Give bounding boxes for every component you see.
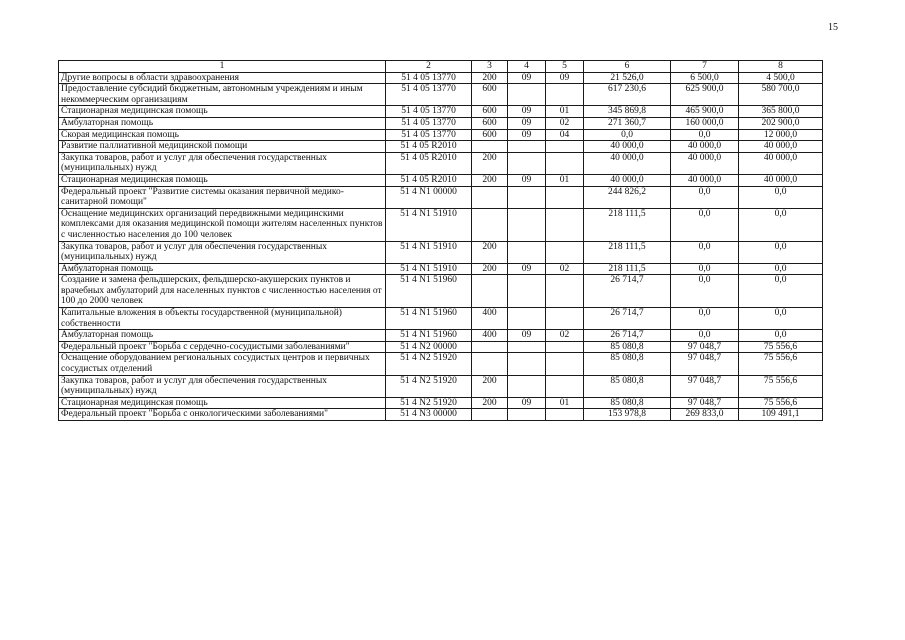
row-rz: 09 [508, 397, 546, 409]
row-value-3: 75 556,6 [739, 397, 823, 409]
row-value-1: 85 080,8 [584, 397, 671, 409]
row-code: 51 4 05 13770 [386, 129, 472, 141]
row-value-2: 0,0 [671, 308, 739, 330]
row-value-2: 269 833,0 [671, 409, 739, 421]
row-code: 51 4 05 13770 [386, 72, 472, 84]
row-value-3: 580 700,0 [739, 84, 823, 106]
row-rz [508, 308, 546, 330]
table-row [59, 186, 823, 208]
row-value-3: 0,0 [739, 186, 823, 208]
page-number: 15 [828, 22, 838, 33]
row-value-3: 365 800,0 [739, 106, 823, 118]
row-pr [546, 186, 584, 208]
row-value-1: 85 080,8 [584, 375, 671, 397]
row-value-2: 97 048,7 [671, 353, 739, 375]
row-code: 51 4 N1 51910 [386, 263, 472, 275]
row-vr: 200 [472, 263, 508, 275]
row-rz: 09 [508, 72, 546, 84]
row-code: 51 4 05 13770 [386, 84, 472, 106]
row-vr [472, 186, 508, 208]
row-value-1: 85 080,8 [584, 341, 671, 353]
row-pr: 09 [546, 72, 584, 84]
row-value-3: 75 556,6 [739, 375, 823, 397]
row-name: Развитие паллиативной медицинской помощи [59, 141, 386, 153]
row-pr [546, 409, 584, 421]
row-name: Закупка товаров, работ и услуг для обеспечения государственных (муниципальных) нужд [59, 241, 386, 263]
row-code: 51 4 N2 51920 [386, 397, 472, 409]
table-row [59, 275, 823, 308]
row-vr: 600 [472, 84, 508, 106]
table-row [59, 241, 823, 263]
row-value-1: 26 714,7 [584, 308, 671, 330]
row-rz: 09 [508, 174, 546, 186]
table-row [59, 397, 823, 409]
row-name: Закупка товаров, работ и услуг для обеспечения государственных (муниципальных) нужд [59, 152, 386, 174]
row-pr [546, 341, 584, 353]
row-name: Стационарная медицинская помощь [59, 397, 386, 409]
row-value-3: 40 000,0 [739, 141, 823, 153]
row-rz: 09 [508, 129, 546, 141]
row-pr: 02 [546, 117, 584, 129]
row-value-3: 109 491,1 [739, 409, 823, 421]
header-col-1: 1 [59, 61, 386, 73]
row-code: 51 4 05 13770 [386, 117, 472, 129]
row-value-3: 75 556,6 [739, 353, 823, 375]
row-vr: 600 [472, 129, 508, 141]
row-vr [472, 353, 508, 375]
table-row [59, 341, 823, 353]
table-row [59, 409, 823, 421]
table-row [59, 152, 823, 174]
row-name: Стационарная медицинская помощь [59, 174, 386, 186]
row-vr [472, 341, 508, 353]
row-value-2: 0,0 [671, 129, 739, 141]
row-pr [546, 241, 584, 263]
row-name: Капитальные вложения в объекты государственной (муниципальной) собственности [59, 308, 386, 330]
row-value-2: 40 000,0 [671, 141, 739, 153]
row-rz [508, 375, 546, 397]
row-code: 51 4 N1 51910 [386, 208, 472, 241]
table-row [59, 330, 823, 342]
row-rz [508, 186, 546, 208]
row-pr [546, 275, 584, 308]
row-value-3: 40 000,0 [739, 174, 823, 186]
row-rz [508, 152, 546, 174]
row-value-3: 0,0 [739, 275, 823, 308]
row-value-3: 0,0 [739, 241, 823, 263]
row-rz: 09 [508, 106, 546, 118]
row-vr: 200 [472, 375, 508, 397]
row-pr: 01 [546, 174, 584, 186]
row-name: Оснащение медицинских организаций передвижными медицинскими комплексами для оказания медицинской помощи жителям населенных пунктов с численностью населения до 100 человек [59, 208, 386, 241]
table-row [59, 117, 823, 129]
row-vr [472, 275, 508, 308]
row-value-3: 0,0 [739, 263, 823, 275]
table-row [59, 208, 823, 241]
row-rz [508, 353, 546, 375]
row-value-2: 0,0 [671, 275, 739, 308]
row-vr: 200 [472, 174, 508, 186]
row-code: 51 4 N1 51960 [386, 275, 472, 308]
row-code: 51 4 N3 00000 [386, 409, 472, 421]
row-rz [508, 341, 546, 353]
row-pr [546, 208, 584, 241]
row-value-1: 218 111,5 [584, 208, 671, 241]
row-rz [508, 409, 546, 421]
row-value-3: 4 500,0 [739, 72, 823, 84]
row-value-2: 0,0 [671, 263, 739, 275]
row-value-3: 0,0 [739, 208, 823, 241]
row-pr: 01 [546, 397, 584, 409]
row-name: Предоставление субсидий бюджетным, автономным учреждениям и иным некоммерческим организациям [59, 84, 386, 106]
row-value-1: 85 080,8 [584, 353, 671, 375]
row-rz: 09 [508, 330, 546, 342]
row-vr: 200 [472, 72, 508, 84]
table-row [59, 375, 823, 397]
row-name: Скорая медицинская помощь [59, 129, 386, 141]
row-pr: 04 [546, 129, 584, 141]
row-vr: 600 [472, 106, 508, 118]
row-name: Федеральный проект "Борьба с сердечно-сосудистыми заболеваниями" [59, 341, 386, 353]
row-pr [546, 375, 584, 397]
row-vr [472, 409, 508, 421]
row-value-2: 160 000,0 [671, 117, 739, 129]
row-vr: 200 [472, 152, 508, 174]
row-value-1: 0,0 [584, 129, 671, 141]
row-pr: 02 [546, 330, 584, 342]
row-name: Федеральный проект "Развитие системы оказания первичной медико-санитарной помощи" [59, 186, 386, 208]
row-rz [508, 84, 546, 106]
row-code: 51 4 N1 51910 [386, 241, 472, 263]
row-value-2: 0,0 [671, 208, 739, 241]
header-col-4: 4 [508, 61, 546, 73]
row-name: Федеральный проект "Борьба с онкологическими заболеваниями" [59, 409, 386, 421]
row-pr [546, 353, 584, 375]
row-pr: 02 [546, 263, 584, 275]
row-value-1: 40 000,0 [584, 141, 671, 153]
row-name: Оснащение оборудованием региональных сосудистых центров и первичных сосудистых отделений [59, 353, 386, 375]
row-value-2: 6 500,0 [671, 72, 739, 84]
row-code: 51 4 05 R2010 [386, 174, 472, 186]
row-value-1: 26 714,7 [584, 330, 671, 342]
table-row [59, 353, 823, 375]
row-value-1: 153 978,8 [584, 409, 671, 421]
row-rz [508, 241, 546, 263]
row-pr [546, 308, 584, 330]
row-code: 51 4 N1 00000 [386, 186, 472, 208]
row-value-2: 40 000,0 [671, 152, 739, 174]
row-value-3: 40 000,0 [739, 152, 823, 174]
row-pr [546, 141, 584, 153]
row-pr: 01 [546, 106, 584, 118]
row-value-1: 40 000,0 [584, 152, 671, 174]
row-rz: 09 [508, 263, 546, 275]
row-vr [472, 141, 508, 153]
row-code: 51 4 N2 51920 [386, 353, 472, 375]
row-code: 51 4 05 R2010 [386, 141, 472, 153]
row-code: 51 4 N2 00000 [386, 341, 472, 353]
row-value-2: 625 900,0 [671, 84, 739, 106]
row-rz [508, 208, 546, 241]
row-value-2: 97 048,7 [671, 397, 739, 409]
table-row [59, 72, 823, 84]
row-value-2: 97 048,7 [671, 341, 739, 353]
row-rz [508, 141, 546, 153]
header-col-2: 2 [386, 61, 472, 73]
row-value-2: 0,0 [671, 330, 739, 342]
row-pr [546, 84, 584, 106]
row-code: 51 4 N2 51920 [386, 375, 472, 397]
row-value-3: 0,0 [739, 330, 823, 342]
row-value-2: 97 048,7 [671, 375, 739, 397]
row-code: 51 4 N1 51960 [386, 330, 472, 342]
row-code: 51 4 05 13770 [386, 106, 472, 118]
table-row [59, 129, 823, 141]
header-row [59, 61, 823, 73]
row-name: Амбулаторная помощь [59, 117, 386, 129]
table-row [59, 106, 823, 118]
table-row [59, 141, 823, 153]
row-name: Амбулаторная помощь [59, 330, 386, 342]
row-value-1: 26 714,7 [584, 275, 671, 308]
row-vr: 600 [472, 117, 508, 129]
row-value-3: 202 900,0 [739, 117, 823, 129]
row-value-1: 271 360,7 [584, 117, 671, 129]
row-value-1: 21 526,0 [584, 72, 671, 84]
row-name: Создание и замена фельдшерских, фельдшерско-акушерских пунктов и врачебных амбулаторий для населенных пунктов с численностью населения от 100 до 2000 человек [59, 275, 386, 308]
row-value-2: 0,0 [671, 186, 739, 208]
row-vr [472, 208, 508, 241]
row-vr: 400 [472, 308, 508, 330]
row-value-1: 218 111,5 [584, 263, 671, 275]
row-name: Другие вопросы в области здравоохранения [59, 72, 386, 84]
row-value-3: 12 000,0 [739, 129, 823, 141]
row-value-2: 0,0 [671, 241, 739, 263]
row-value-2: 465 900,0 [671, 106, 739, 118]
header-col-3: 3 [472, 61, 508, 73]
row-rz [508, 275, 546, 308]
row-code: 51 4 N1 51960 [386, 308, 472, 330]
table-row [59, 174, 823, 186]
header-col-6: 6 [584, 61, 671, 73]
row-value-1: 40 000,0 [584, 174, 671, 186]
row-value-1: 244 826,2 [584, 186, 671, 208]
row-name: Амбулаторная помощь [59, 263, 386, 275]
header-col-8: 8 [739, 61, 823, 73]
row-value-3: 75 556,6 [739, 341, 823, 353]
row-value-1: 345 869,8 [584, 106, 671, 118]
row-value-3: 0,0 [739, 308, 823, 330]
table-row [59, 308, 823, 330]
table-row [59, 263, 823, 275]
row-name: Стационарная медицинская помощь [59, 106, 386, 118]
header-col-5: 5 [546, 61, 584, 73]
header-col-7: 7 [671, 61, 739, 73]
row-vr: 400 [472, 330, 508, 342]
row-value-1: 218 111,5 [584, 241, 671, 263]
row-code: 51 4 05 R2010 [386, 152, 472, 174]
row-value-1: 617 230,6 [584, 84, 671, 106]
row-pr [546, 152, 584, 174]
row-rz: 09 [508, 117, 546, 129]
row-vr: 200 [472, 397, 508, 409]
row-value-2: 40 000,0 [671, 174, 739, 186]
row-vr: 200 [472, 241, 508, 263]
budget-table [58, 60, 823, 421]
table-row [59, 84, 823, 106]
row-name: Закупка товаров, работ и услуг для обеспечения государственных (муниципальных) нужд [59, 375, 386, 397]
